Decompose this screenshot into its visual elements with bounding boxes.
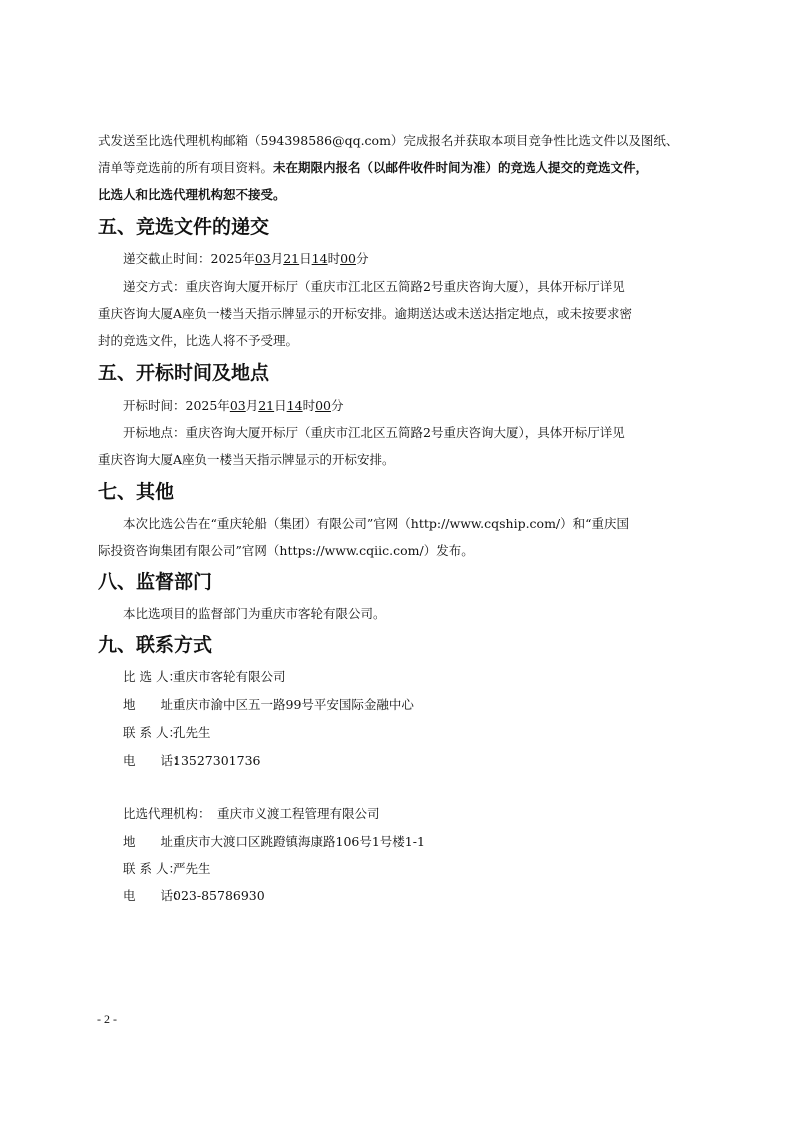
agent-address-row [123,834,425,850]
deadline-prefix: 递交截止时间：2025年 [123,251,255,266]
opening-minute: 00 [315,398,331,413]
opening-place-line-2: 重庆咨询大厦A座负一楼当天指示牌显示的开标安排。 [98,452,395,467]
agent-person-label: 联 系 人： [123,861,181,876]
intro-bold-text: 未在期限内报名（以邮件收件时间为准）的竞选人提交的竞选文件， [273,160,649,175]
supervision-line: 本比选项目的监督部门为重庆市客轮有限公司。 [123,606,386,621]
agent-phone-label: 电 话： [123,888,186,903]
client-phone-label: 电 话： [123,753,186,768]
deadline-hour-suffix: 时 [327,251,341,266]
opening-minute-suffix: 分 [330,398,344,413]
submission-method-line-1: 递交方式：重庆咨询大厦开标厅（重庆市江北区五简路2号重庆咨询大厦），具体开标厅详见 [123,279,625,294]
submission-method-line-2: 重庆咨询大厦A座负一楼当天指示牌显示的开标安排。逾期送达或未送达指定地点，或未按要求密 [98,306,633,321]
client-phone-value: 13527301736 [173,753,261,768]
agent-value: 重庆市义渡工程管理有限公司 [217,806,380,821]
intro-line-1: 式发送至比选代理机构邮箱（594398586@qq.com）完成报名并获取本项目竞争性比选文件以及图纸、 [98,133,679,148]
deadline-hour: 14 [311,251,328,266]
client-person-value: 孔先生 [173,725,211,740]
deadline-minute-suffix: 分 [355,251,369,266]
opening-time-prefix: 开标时间：2025年 [123,398,230,413]
section-heading-opening: 五、开标时间及地点 [98,362,270,384]
opening-day-suffix: 日 [274,398,287,413]
client-phone-row [123,753,260,769]
agent-row [123,806,380,822]
other-line-1: 本次比选公告在“重庆轮船（集团）有限公司”官网（http://www.cqship.com/）和“重庆国 [123,516,630,531]
deadline-month: 03 [254,251,271,266]
opening-time [123,398,344,414]
section-heading-other: 七、其他 [98,481,175,503]
other-line-2: 际投资咨询集团有限公司”官网（https://www.cqiic.com/）发布。 [98,543,474,558]
client-address-value: 重庆市渝中区五一路99号平安国际金融中心 [173,697,414,712]
client-address-label: 地 址： [123,697,186,712]
agent-label: 比选代理机构： [123,806,211,821]
opening-hour: 14 [286,398,303,413]
intro-line-2 [98,160,648,176]
client-contact-row [123,669,286,685]
opening-place-line-1: 开标地点：重庆咨询大厦开标厅（重庆市江北区五简路2号重庆咨询大厦），具体开标厅详见 [123,425,625,440]
agent-person-value: 严先生 [173,861,211,876]
opening-month-suffix: 月 [245,398,259,413]
agent-phone-row [123,888,265,904]
submission-deadline [123,251,369,267]
section-heading-submission: 五、竞选文件的递交 [98,216,270,238]
submission-method-line-3: 封的竞选文件，比选人将不予受理。 [98,333,299,348]
agent-address-label: 地 址： [123,834,186,849]
client-person-label: 联 系 人： [123,725,181,740]
opening-day: 21 [258,398,275,413]
section-heading-contact: 九、联系方式 [98,634,213,656]
intro-line-3: 比选人和比选代理机构恕不接受。 [98,187,286,202]
agent-address-value: 重庆市大渡口区跳蹬镇海康路106号1号楼1-1 [173,834,425,849]
opening-month: 03 [229,398,246,413]
opening-hour-suffix: 时 [302,398,316,413]
client-value: 重庆市客轮有限公司 [173,669,286,684]
agent-person-row [123,861,211,877]
deadline-day: 21 [283,251,300,266]
client-person-row [123,725,211,741]
client-address-row [123,697,414,713]
intro-normal-text: 清单等竞选前的所有项目资料。 [98,160,274,175]
agent-phone-value: 023-85786930 [173,888,265,903]
page-number: - 2 - [97,1012,117,1026]
deadline-day-suffix: 日 [299,251,312,266]
client-label: 比 选 人： [123,669,181,684]
deadline-minute: 00 [340,251,356,266]
deadline-month-suffix: 月 [270,251,284,266]
section-heading-supervision: 八、监督部门 [98,571,213,593]
